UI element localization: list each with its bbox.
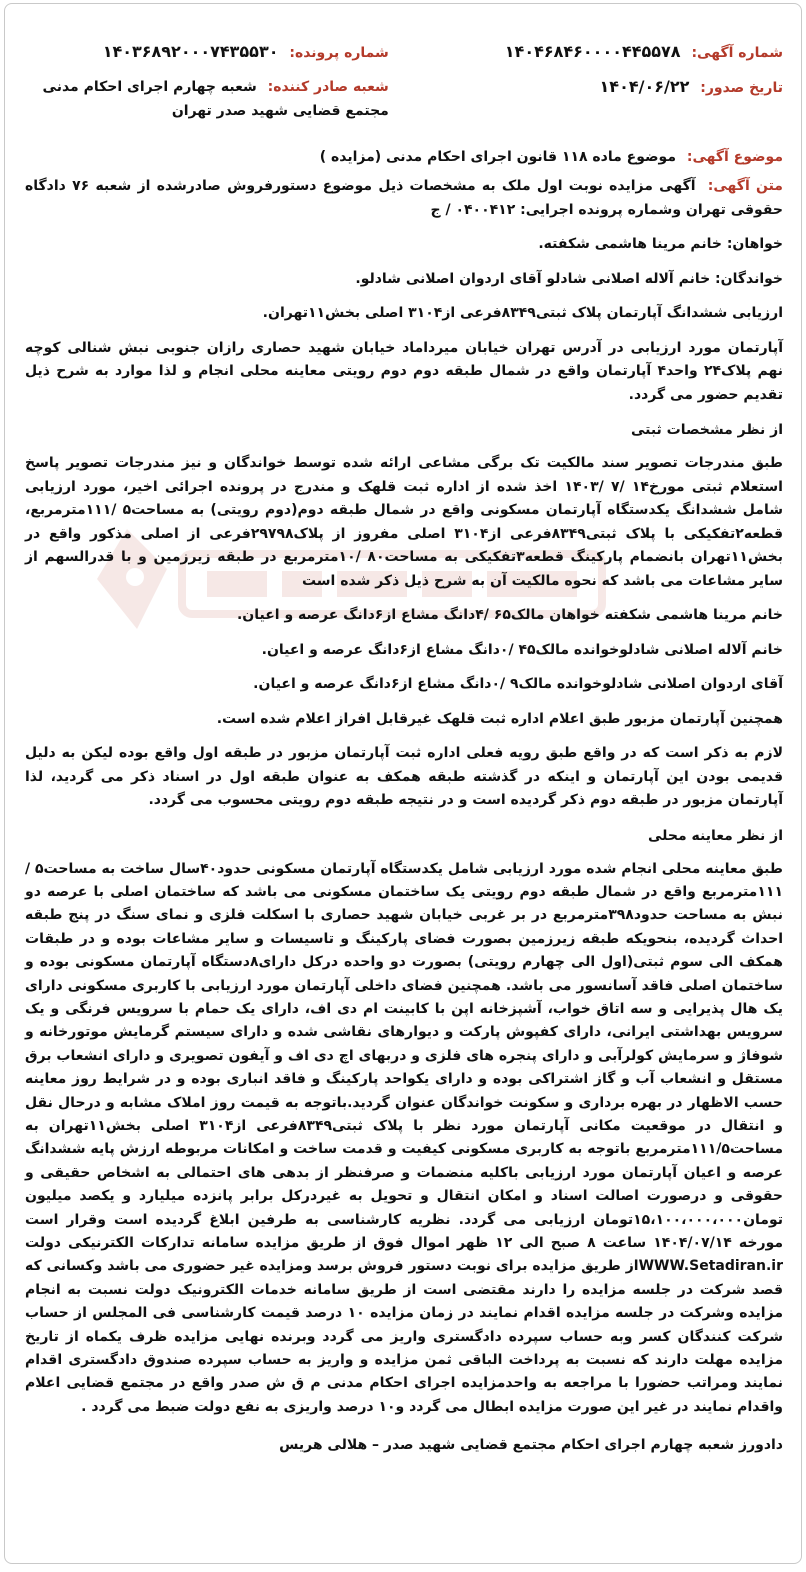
case-number: ۱۴۰۳۶۸۹۲۰۰۰۷۴۳۵۵۳۰ [102, 42, 279, 61]
registry-text: طبق مندرجات تصویر سند مالکیت تک برگی مشاعی ارائه شده توسط خواندگان و نیز مندرجات تصویر پاسخ استعلام ثبتی مورخ۱۴ /۷ /۱۴۰۳ اخذ شده از اداره ثبت قلهک و مندرج در پرونده اجرائی اخیر، مورد ارزیابی شامل ششدانگ یکدستگاه آپارتمان مسکونی واقع در شمال طبقه دوم(دوم رویتی) به مساحت۵ /۱۱۱مترمربع، قطعه۲تفکیکی با پلاک ثبتی۸۳۴۹فرعی از۳۱۰۴ اصلی مفروز از پلاک۲۹۷۹۸فرعی از اصلی مذکور واقع در بخش۱۱تهران بانضمام پارکینگ قطعه۳تفکیکی به مساحت۸۰ /۱۰مترمربع در طبقه زیرزمین و با قدرالسهم از سایر مشاعات می باشد که نحوه مالکیت آن به شرح ذیل ذکر شده است [25, 455, 784, 589]
subject-line [25, 145, 783, 169]
location: آپارتمان مورد ارزیابی در آدرس تهران خیابان میرداماد خیابان شهید حصاری رازان جنوبی نبش شنالی کوچه نهم پلاک۲۴ واحد۴ آپارتمان واقع در شمال طبقه دوم دوم رویتی معاینه محلی انجام و لذا موارد به شرح ذیل تقدیم حضور می گردد. [25, 339, 783, 403]
ad-document [4, 3, 802, 1564]
owner-2: خانم آلاله اصلانی شادلوخوانده مالک۴۵ /۰دانگ مشاع از۶دانگ عرصه و اعیان. [261, 641, 783, 658]
header-right-column [419, 40, 783, 133]
valuation: ارزیابی ششدانگ آپارتمان پلاک ثبتی۸۳۴۹فرعی از۳۱۰۴ اصلی بخش۱۱تهران. [262, 305, 783, 321]
ad-text-intro-body: آگهی مزایده نوبت اول ملک به مشخصات ذیل موضوع دستورفروش صادرشده از شعبه ۷۶ دادگاه حقوقی تهران وشماره پرونده اجرایی: ۰۴۰۰۴۱۲ / ج [25, 178, 783, 218]
issuer: شعبه چهارم اجرای احکام مدنی مجتمع قضایی شهید صدر تهران [42, 79, 389, 119]
subject-text: موضوع ماده ۱۱۸ قانون اجرای احکام مدنی (مزایده ) [319, 149, 676, 165]
signature: دادورز شعبه چهارم اجرای احکام مجتمع قضایی شهید صدر – هلالی هریس [279, 1437, 783, 1454]
ad-number: ۱۴۰۴۶۸۴۶۰۰۰۰۴۴۵۵۷۸ [504, 42, 681, 61]
issue-date: ۱۴۰۴/۰۶/۲۲ [599, 77, 690, 96]
defendants: خواندگان: خانم آلاله اصلانی شادلو آقای اردوان اصلانی شادلو. [355, 270, 783, 287]
issue-date-label: تاریخ صدور: [700, 80, 783, 96]
ad-text-intro [25, 175, 783, 222]
owner-3: آقای اردوان اصلانی شادلوخوانده مالک۹ /۰دانگ مشاع از۶دانگ عرصه و اعیان. [253, 676, 783, 692]
registry-heading: از نظر مشخصات ثبتی [630, 422, 783, 438]
note-1: همچنین آپارتمان مزبور طبق اعلام اداره ثبت قلهک غیرقابل افراز اعلام شده است. [216, 710, 783, 727]
ad-number-label: شماره آگهی: [691, 45, 783, 61]
note-2: لازم به ذکر است که در واقع طبق رویه فعلی اداره ثبت آپارتمان مزبور در طبقه اول واقع بوده لیکن به دلیل قدیمی بودن این آپارتمان و اینکه در گذشته طبقه همکف به عنوان طبقه اول در اسناد ذکر می گردید، لذا آپارتمان مزبور در طبقه دوم ذکر گردیده است و در نتیجه طبقه دوم رویتی محسوب می گردد. [25, 745, 783, 808]
plaintiff: خواهان: خانم مرینا هاشمی شکفته. [538, 236, 783, 252]
owner-1: خانم مرینا هاشمی شکفته خواهان مالک۶۵ /۴دانگ مشاع از۶دانگ عرصه و اعیان. [236, 607, 783, 623]
issuer-label: شعبه صادر کننده: [267, 79, 389, 95]
inspection-text: طبق معاینه محلی انجام شده مورد ارزیابی شامل یکدستگاه آپارتمان مسکونی حدود۴۰سال ساخت به مساحت۵ /۱۱۱مترمربع واقع در شمال طبقه دوم رویتی یک ساختمان مسکونی می باشد که ساختمان اصلی با عرصه دو نبش به مساحت حدود۳۹۸مترمربع در بر غربی خیابان شهید حصاری با اسکلت فلزی و نمای سنگ در پنج طبقه احداث گردیده، بنحویکه طبقه زیرزمین بصورت فضای پارکینگ و تاسیسات و سایر مشاعات بوده و در طبقات همکف الی سوم ثبتی(اول الی چهارم رویتی) بصورت دو واحده درکل دارای۸دستگاه آپارتمان مسکونی بوده و ساختمان اصلی فاقد آسانسور می باشد. همچنین فضای داخلی آپارتمان مورد ارزیابی با کاربری مسکونی دارای یک هال پذیرایی و سه اتاق خواب، آشپزخانه اپن با کابینت ام دی اف، دارای یک حمام با سرویس فرنگی و یک سرویس بهداشتی ایرانی، دارای کفپوش پارکت و دیوارهای نقاشی شده و دارای سیستم گرمایش موتورخانه و شوفاژ و سرمایش کولرآبی و دارای پنجره های فلزی و دربهای اچ دی اف و آیفون تصویری و دارای انشعاب برق مستقل و انشعاب آب و گاز اشتراکی بوده و دارای یکواحد پارکینگ و فاقد انباری بوده و در شرایط روز معاینه حسب الاظهار در بهره برداری و سکونت خواندگان عنوان گردید.باتوجه به قیمت روز املاک مشابه و درحال نقل و انتقال در موقعیت مکانی آپارتمان مورد نظر با پلاک ثبتی۸۳۴۹فرعی از۳۱۰۴ اصلی بخش۱۱تهران به مساحت۱۱۱/۵مترمربع باتوجه به کاربری مسکونی کیفیت و قدمت ساخت و امکانات مربوطه ارزش پایه ششدانگ عرصه و اعیان آپارتمان مورد ارزیابی باکلیه منضمات و صرفنظر از بدهی های احتمالی به اشخاص حقیقی و حقوقی و درصورت اصالت اسناد و امکان انتقال و تحویل به غیردرکل برابر پانزده میلیارد و یکصد میلیون تومان۱۵،۱۰۰،۰۰۰،۰۰۰تومان ارزیابی می گردد. نظریه کارشناسی به طرفین ابلاغ گردیده است وقرار است مورخه ۱۴۰۴/۰۷/۱۴ ساعت ۸ صبح الی ۱۲ ظهر اموال فوق از طریق مزایده سامانه تدارکات الکترنیکی دولت WWW.Setadiran.irاز طریق مزایده برای نوبت دستور فروش برسد ومزایده غیر حضوری می باشد وکسانی که قصد شرکت در جلسه مزایده را دارند مقتضی است از طریق سامانه خدمات الکترونیک دولت نسبت به انجام مزایده وشرکت در جلسه مزایده اقدام نمایند در زمان مزایده ۱۰ درصد قیمت کارشناسی فی المجلس از حساب شرکت کنندگان کسر وبه حساب سپرده دادگستری واریز می گردد وبرنده نهایی مزایده ظرف یکماه از تاریخ مزایده مهلت دارند که نسبت به پرداخت الباقی ثمن مزایده و واریز به حساب سپرده صندوق دادگستری اقدام نمایند ومراتب حضورا با مراجعه به واحدمزایده اجرای احکام مدنی م ق ش صدر واقع در مجتمع قضایی اعلام واقدام نمایند در غیر این صورت مزایده ابطال می گردد و۱۰ درصد واریزی به نفع دولت ضبط می گردد . [25, 860, 784, 1415]
subject-label: موضوع آگهی: [686, 149, 783, 165]
case-number-label: شماره پرونده: [289, 45, 389, 61]
inspection-heading: از نظر معاینه محلی [647, 827, 783, 844]
ad-header [25, 40, 783, 133]
header-left-column [25, 40, 389, 133]
ad-text-label: متن آگهی: [707, 178, 783, 194]
